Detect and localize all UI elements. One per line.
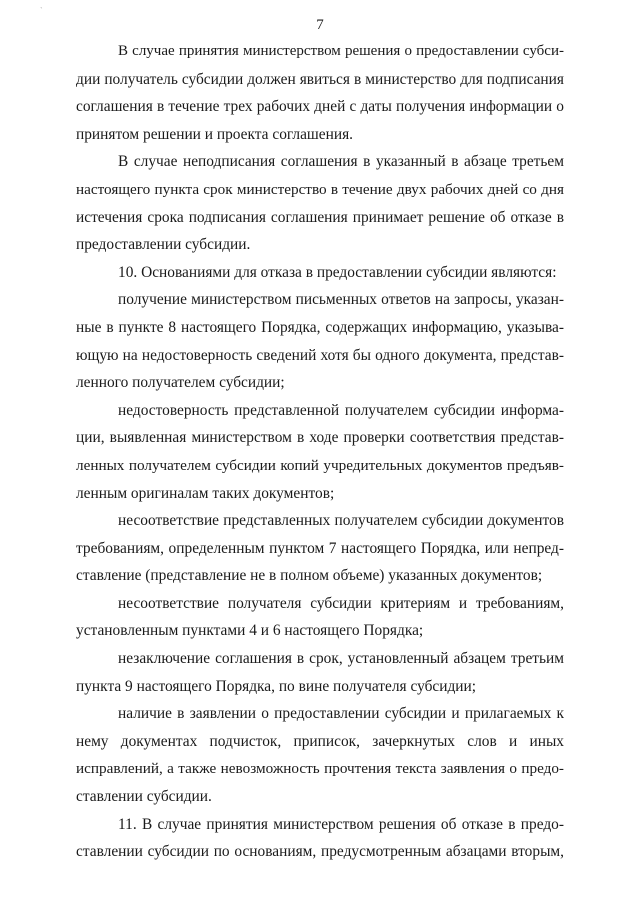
text-line: В случае неподписания соглашения в указанный в абзаце третьем bbox=[118, 153, 564, 171]
text-line: предоставлении субсидии. bbox=[76, 236, 251, 254]
corner-mark: ` bbox=[40, 6, 43, 15]
text-line: ции, выявленная министерством в ходе проверки соответствия представ- bbox=[76, 429, 564, 447]
text-line: ленных получателем субсидии копий учредительных документов предъяв- bbox=[76, 456, 564, 474]
text-line: истечения срока подписания соглашения принимает решение об отказе в bbox=[76, 208, 564, 226]
text-line: ленным оригиналам таких документов; bbox=[76, 484, 335, 502]
text-line: требованиям, определенным пунктом 7 настоящего Порядка, или непред- bbox=[76, 539, 564, 557]
text-line: несоответствие представленных получателем субсидии документов bbox=[118, 512, 564, 530]
text-line: 10. Основаниями для отказа в предоставлении субсидии являются: bbox=[118, 263, 557, 281]
text-line: соглашения в течение трех рабочих дней с даты получения информации о bbox=[76, 98, 564, 116]
text-line: ставлении субсидии. bbox=[76, 788, 212, 806]
text-line: нему документах подчисток, приписок, зачеркнутых слов и иных bbox=[76, 732, 564, 750]
text-line: пункта 9 настоящего Порядка, по вине получателя субсидии; bbox=[76, 677, 477, 695]
text-line: незаключение соглашения в срок, установленный абзацем третьим bbox=[118, 650, 564, 668]
text-line: недостоверность представленной получателем субсидии информа- bbox=[118, 401, 564, 419]
text-line: ставлении субсидии по основаниям, предусмотренным абзацами вторым, bbox=[76, 843, 564, 861]
text-line: ющую на недостоверность сведений хотя бы одного документа, представ- bbox=[76, 346, 564, 364]
text-line: наличие в заявлении о предоставлении субсидии и прилагаемых к bbox=[118, 705, 564, 723]
text-line: получение министерством письменных ответов на запросы, указан- bbox=[118, 291, 564, 309]
text-line: установленным пунктами 4 и 6 настоящего Порядка; bbox=[76, 622, 424, 640]
page-number: 7 bbox=[316, 17, 324, 33]
text-line: принятом решении и проекта соглашения. bbox=[76, 125, 354, 143]
document-body bbox=[76, 38, 564, 866]
text-line: ные в пункте 8 настоящего Порядка, содержащих информацию, указыва- bbox=[76, 318, 564, 336]
text-line: исправлений, а также невозможность прочтения текста заявления о предо- bbox=[76, 760, 564, 778]
text-line: несоответствие получателя субсидии критериям и требованиям, bbox=[118, 594, 564, 612]
text-line: ставление (представление не в полном объеме) указанных документов; bbox=[76, 567, 543, 585]
text-line: 11. В случае принятия министерством решения об отказе в предо- bbox=[118, 815, 564, 833]
text-line: ленного получателем субсидии; bbox=[76, 374, 285, 392]
text-line: В случае принятия министерством решения о предоставлении субси- bbox=[118, 43, 564, 59]
text-line: настоящего пункта срок министерство в течение двух рабочих дней со дня bbox=[76, 180, 564, 198]
text-line: дии получатель субсидии должен явиться в министерство для подписания bbox=[76, 70, 564, 88]
